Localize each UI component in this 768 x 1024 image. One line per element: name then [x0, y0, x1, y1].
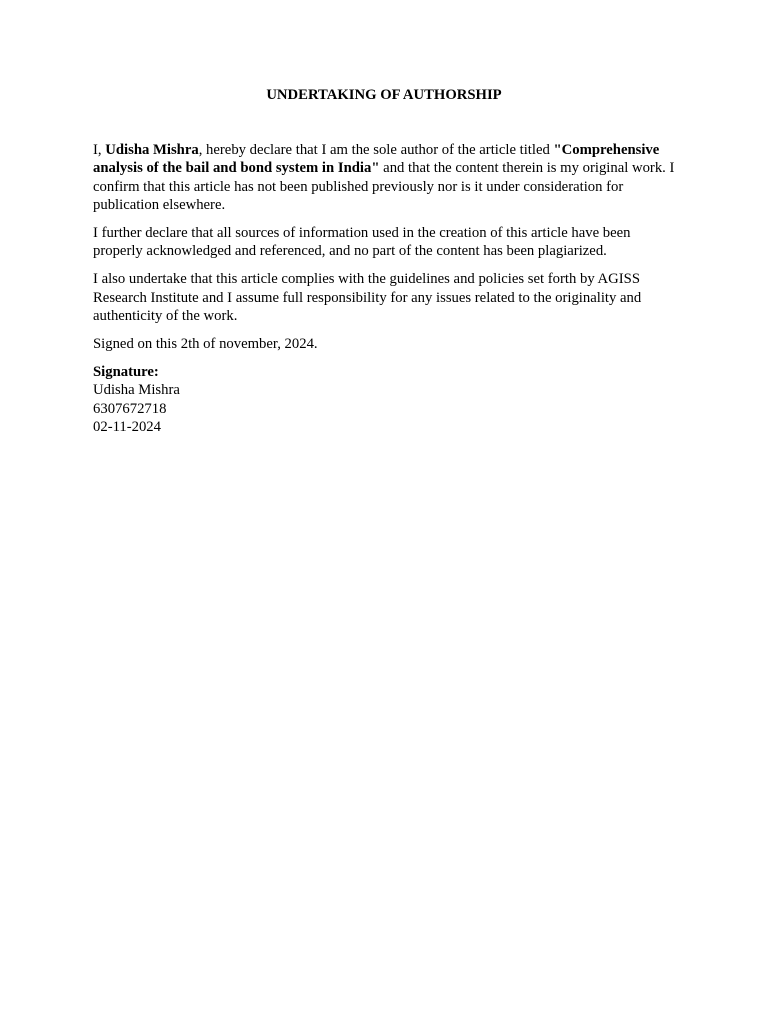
declaration-paragraph	[93, 141, 675, 214]
quote-close: "	[371, 160, 380, 177]
signature-date: 02-11-2024	[93, 418, 161, 435]
declaration-middle: , hereby declare that I am the sole author of the article titled	[198, 142, 554, 159]
sources-paragraph: I further declare that all sources of information used in the creation of this article have been properly acknowledged and referenced, and no part of the content has been plagiarized.	[93, 225, 631, 260]
signature-phone: 6307672718	[93, 400, 167, 417]
signed-line: Signed on this 2th of november, 2024.	[93, 336, 318, 353]
declaration-suffix: and that the content therein is my original work. I confirm that this article has not been published previously nor is it under consideration for publication elsewhere.	[93, 160, 675, 213]
signature-label: Signature:	[93, 364, 159, 381]
guidelines-paragraph: I also undertake that this article complies with the guidelines and policies set forth by AGISS Research Institute and I assume full responsibility for any issues related to the originality and authenticity of the work.	[93, 271, 642, 324]
signature-block	[93, 363, 675, 436]
quote-open: "	[553, 142, 562, 159]
signature-name: Udisha Mishra	[93, 382, 180, 399]
article-title: Comprehensive analysis of the bail and bond system in India	[93, 142, 660, 177]
document-page	[93, 86, 675, 436]
author-name: Udisha Mishra	[105, 142, 199, 159]
declaration-prefix: I,	[93, 142, 106, 159]
document-title: UNDERTAKING OF AUTHORSHIP	[266, 87, 502, 103]
